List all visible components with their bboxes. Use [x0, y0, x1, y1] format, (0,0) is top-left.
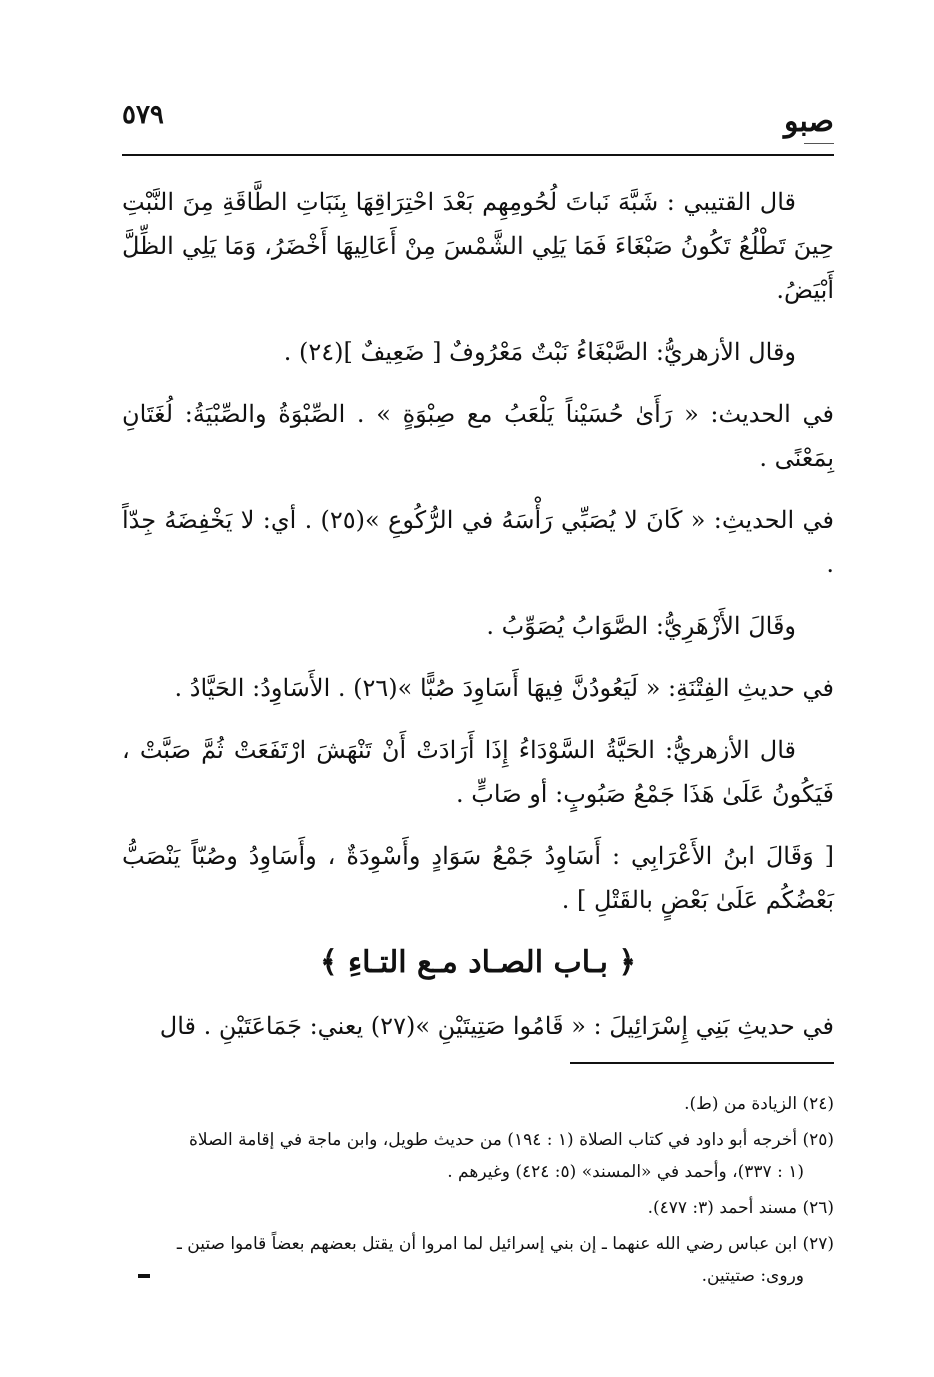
footnote-27-text: (٢٧) ابن عباس رضي الله عنهما ـ إن بني إسرائيل لما امروا أن يقتل بعضهم بعضاً قاموا صتين ـ [176, 1234, 834, 1254]
entry-word-header: صبو [783, 104, 834, 139]
footnote-26: (٢٦) مسند أحمد (٣: ٤٧٧). [647, 1198, 834, 1218]
page-number: ٥٧٩ [122, 100, 164, 130]
footnote-27-continuation: وروى: صتيتين. [701, 1266, 804, 1286]
page-end-mark [138, 1274, 150, 1278]
paragraph-7: قال الأزهريُّ: الحَيَّةُ السَّوْدَاءُ إِذَا أَرَادَتْ أَنْ تَنْهَشَ ارْتَفَعَتْ ثُمَّ صَبَّتْ ، فَيَكُونُ عَلَىٰ هَذَا جَمْعُ صَبُوبٍ: أو صَابٍّ . [122, 736, 834, 808]
footnote-24: (٢٤) الزيادة من (ط). [684, 1094, 834, 1114]
paragraph-5: وقَالَ الأَزْهَرِيُّ: الصَّوَابُ يُصَوِّبُ . [486, 612, 796, 640]
header-rule [122, 154, 834, 156]
main-text [122, 180, 834, 1066]
footnote-rule [570, 1062, 834, 1064]
paragraph-6: في حديثِ الفِتْنَةِ: « لَيَعُودُنَّ فِيهَا أَسَاوِدَ صُبًّا »(٢٦) . الأَسَاوِدُ: الحَيَّادُ . [174, 674, 834, 702]
section-heading: ﴿ بـاب الصـاد مـع التـاءِ ﴾ [319, 945, 637, 980]
footnote-27 [122, 1228, 834, 1292]
paragraph-4: في الحديثِ: « كَانَ لا يُصَبِّي رَأْسَهُ في الرُّكُوعِ »(٢٥) . أي: لا يَخْفِضَهُ جِدّاً . [122, 506, 834, 578]
footnote-25 [122, 1124, 834, 1188]
footnotes [122, 1088, 834, 1296]
paragraph-9: في حديثِ بَنِي إِسْرَائِيلَ : « قَامُوا صَتِيتَيْنِ »(٢٧) يعني: جَمَاعَتَيْنِ . قال [159, 1012, 834, 1040]
footnote-25-text: (٢٥) أخرجه أبو داود في كتاب الصلاة (١ : ١٩٤) من حديث طويل، وابن ماجة في إقامة الصلاة [189, 1130, 834, 1150]
paragraph-8: [ وَقَالَ ابنُ الأَعْرَابِي : أَسَاوِدُ جَمْعُ سَوَادٍ وأَسْوِدَةٌ ، وأَسَاوِدُ وصُبّاً يَنْصَبُّ بَعْضُكُم عَلَىٰ بَعْضٍ بالقَتْلِ ] . [122, 842, 834, 914]
header-underline-mark [804, 143, 834, 144]
paragraph-1: قال القتيبي : شَبَّهَ نَباتَ لُحُومِهِم بَعْدَ احْتِرَاقِهَا بِنَبَاتِ الطَّاقَةِ مِنَ النَّبْتِ حِينَ تَطْلُعُ تَكُونُ صَبْغَاءَ فَمَا يَلِي الشَّمْسَ مِنْ أَعَالِيهَا أَخْضَرُ، وَمَا يَلِي الظِّلَّ أَبْيَضُ. [122, 188, 834, 304]
paragraph-2: وقال الأزهريُّ: الصَّبْغَاءُ نَبْتٌ مَعْرُوفٌ [ ضَعِيفٌ ](٢٤) . [283, 338, 796, 366]
paragraph-3: في الحديث: « رَأَىٰ حُسَيْناً يَلْعَبُ مع صِبْوَةٍ » . الصِّبْوَةُ والصِّبْيَةُ: لُغَتَانِ بِمَعْنًى . [122, 400, 834, 472]
footnote-25-continuation: (١ : ٣٣٧)، وأحمد في «المسند» (٥: ٤٢٤) وغيرهم . [447, 1162, 804, 1182]
